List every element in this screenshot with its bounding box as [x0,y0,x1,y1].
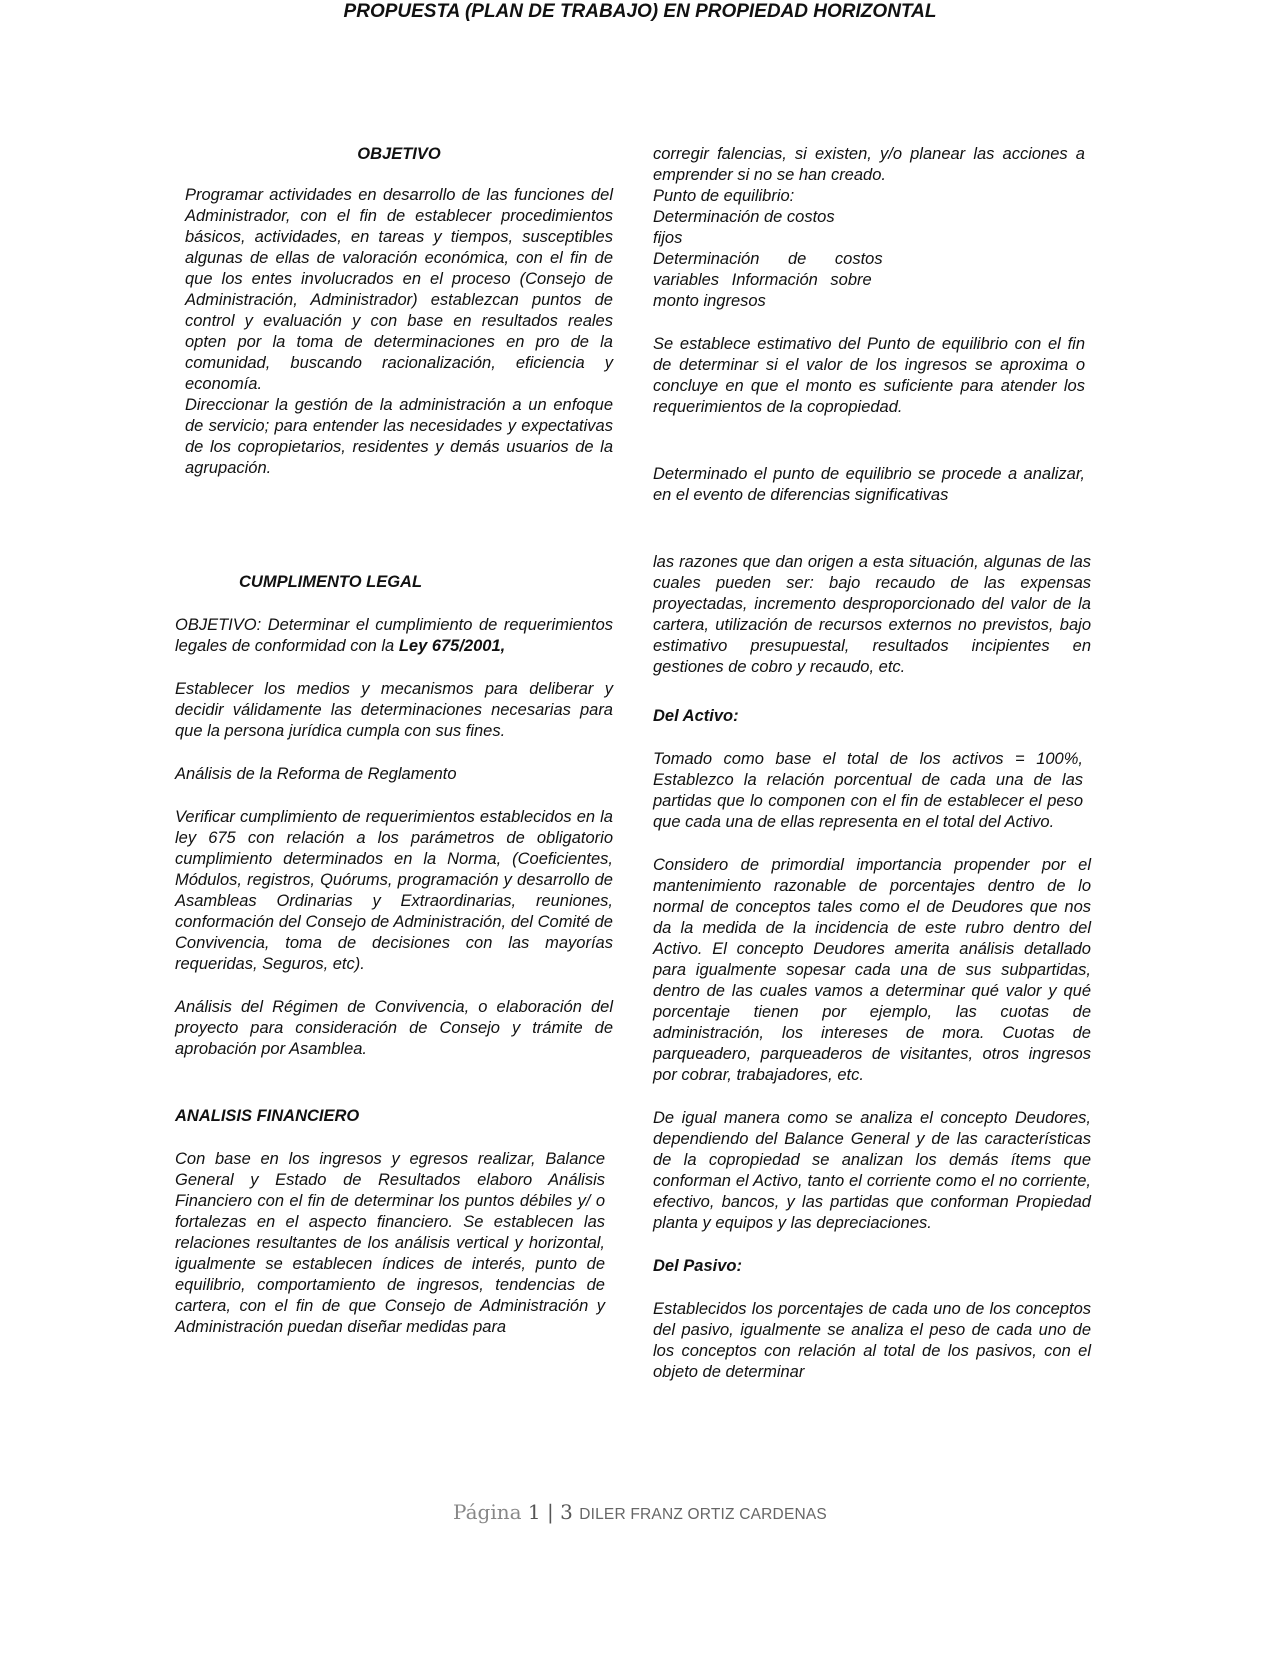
equilibrio-list [653,186,1085,312]
right-paragraph-3: Determinado el punto de equilibrio se procede a analizar, en el evento de diferencias significativas [653,465,1085,504]
author-name: DILER FRANZ ORTIZ CARDENAS [579,1506,827,1523]
legal-paragraph-3: Análisis de la Reforma de Reglamento [175,765,457,783]
page-footer [0,1500,1280,1524]
total-pages: 3 [560,1500,573,1524]
activo-paragraph-1: Tomado como base el total de los activos = 100%, Establezco la relación porcentual de cada una de las partidas que lo componen con el fin de establecer el peso que cada una de ellas representa en el total del Activo. [653,750,1083,831]
objetivo-paragraph-1: Programar actividades en desarrollo de las funciones del Administrador, con el fin de establecer procedimientos básicos, actividades, en tareas y tiempos, susceptibles algunas de ellas de valoración económica, con el fin de que los entes involucrados en el proceso (Consejo de Administración, Administrador) establezcan puntos de control y evaluación y con base en resultados reales opten por la toma de determinaciones en pro de la comunidad, buscando racionalización, eficiencia y economía. [185,186,613,393]
legal-financiero-section [175,572,613,1338]
legal-objetivo-text: OBJETIVO: Determinar el cumplimiento de requerimientos legales de conformidad con la [175,616,613,655]
pasivo-heading: Del Pasivo: [653,1257,742,1275]
page-number: 1 [527,1500,541,1524]
activo-paragraph-2: Considero de primordial importancia propender por el mantenimiento razonable de porcentajes dentro de lo normal de conceptos tales como el de Deudores que nos da la medida de la incidencia de este rubro dentro del Activo. El concepto Deudores amerita análisis detallado para igualmente sopesar cada una de sus subpartidas, dentro de las cuales vamos a determinar qué valor y qué porcentaje tienen por ejemplo, las cuotas de administración, los intereses de mora. Cuotas de parqueadero, parqueaderos de visitantes, otros ingresos por cobrar, trabajadores, etc. [653,856,1091,1084]
legal-paragraph-4: Verificar cumplimiento de requerimientos establecidos en la ley 675 con relación a los parámetros de obligatorio cumplimiento determinados en la Norma, (Coeficientes, Módulos, registros, Quórums, programación y desarrollo de Asambleas Ordinarias y Extraordinarias, reuniones, conformación del Consejo de Administración, del Comité de Convivencia, toma de decisiones con las mayorías requeridas, Seguros, etc). [175,808,613,973]
equilibrio-line: Determinación de costos [653,250,883,268]
activo-paragraph-3: De igual manera como se analiza el concepto Deudores, dependiendo del Balance General y de las características de la copropiedad se analizan los demás ítems que conforman el Activo, tanto el corriente como el no corriente, efectivo, bancos, y las partidas que conforman Propiedad planta y equipos y las depreciaciones. [653,1109,1091,1232]
page-separator: | [546,1500,554,1524]
right-paragraph-1: corregir falencias, si existen, y/o planear las acciones a emprender si no se han creado. [653,145,1085,184]
right-paragraph-4: las razones que dan origen a esta situación, algunas de las cuales pueden ser: bajo recaudo de las expensas proyectadas, incremento desproporcionado del valor de la cartera, utilización de recursos externos no previstos, bajo estimativo presupuestal, resultados incipientes en gestiones de cobro y recaudo, etc. [653,553,1091,676]
document-header: PROPUESTA (PLAN DE TRABAJO) EN PROPIEDAD HORIZONTAL [343,1,937,22]
legal-objetivo-paragraph [175,615,613,657]
equilibrio-line: monto ingresos [653,292,766,310]
cumplimiento-legal-heading: CUMPLIMENTO LEGAL [239,573,423,591]
equilibrio-line: fijos [653,229,683,247]
page-label: Página [453,1500,522,1524]
right-column-bottom [653,552,1091,1383]
objetivo-heading: OBJETIVO [357,145,441,163]
activo-heading: Del Activo: [653,707,739,725]
legal-paragraph-2: Establecer los medios y mecanismos para deliberar y decidir válidamente las determinaciones necesarias para que la persona jurídica cumpla con sus fines. [175,680,613,740]
ley-reference: Ley 675/2001, [398,637,506,655]
equilibrio-line: Punto de equilibrio: [653,187,795,205]
pasivo-paragraph: Establecidos los porcentajes de cada uno de los conceptos del pasivo, igualmente se analiza el peso de cada uno de los conceptos con relación al total de los pasivos, con el objeto de determinar [653,1300,1091,1381]
financiero-paragraph: Con base en los ingresos y egresos realizar, Balance General y Estado de Resultados elaboro Análisis Financiero con el fin de determinar los puntos débiles y/ o fortalezas en el aspecto financiero. Se establecen las relaciones resultantes de los análisis vertical y horizontal, igualmente se establecen índices de interés, punto de equilibrio, comportamiento de ingresos, tendencias de cartera, con el fin de que Consejo de Administración y Administración puedan diseñar medidas para [175,1150,605,1336]
equilibrio-line: variables Información sobre [653,271,872,289]
objetivo-section [185,144,613,479]
legal-paragraph-5: Análisis del Régimen de Convivencia, o elaboración del proyecto para consideración de Consejo y trámite de aprobación por Asamblea. [175,998,613,1058]
objetivo-paragraph-2: Direccionar la gestión de la administración a un enfoque de servicio; para entender las necesidades y expectativas de los copropietarios, residentes y demás usuarios de la agrupación. [185,396,613,477]
right-paragraph-2: Se establece estimativo del Punto de equilibrio con el fin de determinar si el valor de los ingresos se aproxima o concluye en que el monto es suficiente para atender los requerimientos de la copropiedad. [653,335,1085,416]
right-column-top [653,144,1085,506]
page-indicator [453,1500,579,1524]
equilibrio-line: Determinación de costos [653,208,835,226]
analisis-financiero-heading: ANALISIS FINANCIERO [175,1107,360,1125]
